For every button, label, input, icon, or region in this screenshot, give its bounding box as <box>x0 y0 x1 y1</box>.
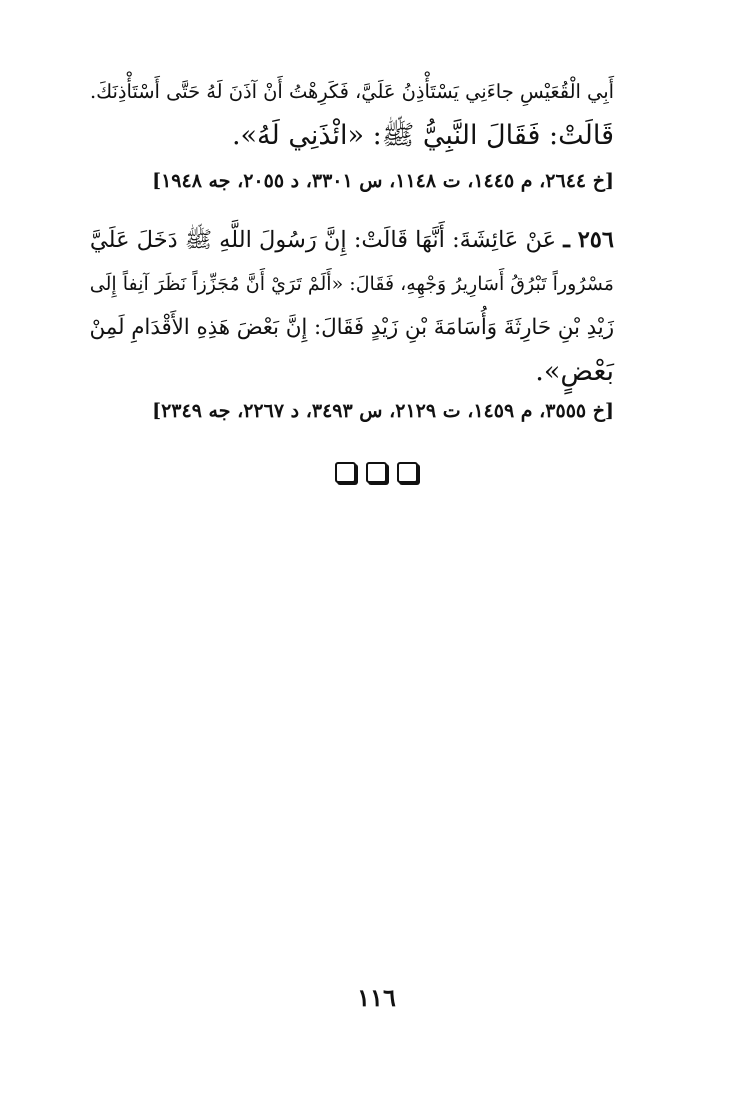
paragraph-continuation <box>84 70 614 158</box>
text-line <box>84 218 614 262</box>
reference-line <box>84 396 614 426</box>
text-line: أَبِي الْقُعَيْسِ جاءَنِي يَسْتَأْذِنُ عَلَيَّ، فَكَرِهْتُ أَنْ آذَنَ لَهُ حَتَّى أَسْتَأْذِنَكَ. <box>90 80 614 103</box>
square-ornament-icon <box>335 462 356 483</box>
hadith-reference: [خ ٢٦٤٤، م ١٤٤٥، ت ١١٤٨، س ٣٣٠١، د ٢٠٥٥، جه ١٩٤٨] <box>152 170 614 192</box>
hadith-256 <box>84 218 614 394</box>
square-ornament-icon <box>366 462 387 483</box>
section-divider <box>0 462 753 483</box>
text-line: قَالَتْ: فَقَالَ النَّبِيُّ ﷺ: «ائْذَنِي لَهُ». <box>231 120 614 151</box>
page-number: ١١٦ <box>357 983 396 1012</box>
reference-line <box>84 166 614 196</box>
text-line: بَعْضٍ». <box>535 356 614 387</box>
hadith-text: عَنْ عَائِشَةَ: أَنَّهَا قَالَتْ: إِنَّ رَسُولَ اللَّهِ ﷺ دَخَلَ عَلَيَّ <box>89 227 557 253</box>
text-line: مَسْرُوراً تَبْرُقُ أَسَارِيرُ وَجْهِهِ، فَقَالَ: «أَلَمْ تَرَيْ أَنَّ مُجَزِّزاً نَظَرَ آنِفاً إِلَى <box>89 273 614 295</box>
text-line: زَيْدِ بْنِ حَارِثَةَ وَأُسَامَةَ بْنِ زَيْدٍ فَقَالَ: إِنَّ بَعْضَ هَذِهِ الأَقْدَامِ لَمِنْ <box>89 315 614 340</box>
square-ornament-icon <box>397 462 418 483</box>
hadith-reference: [خ ٣٥٥٥، م ١٤٥٩، ت ٢١٢٩، س ٣٤٩٣، د ٢٢٦٧، جه ٢٣٤٩] <box>152 400 614 422</box>
hadith-number: ٢٥٦ ـ <box>563 227 614 253</box>
